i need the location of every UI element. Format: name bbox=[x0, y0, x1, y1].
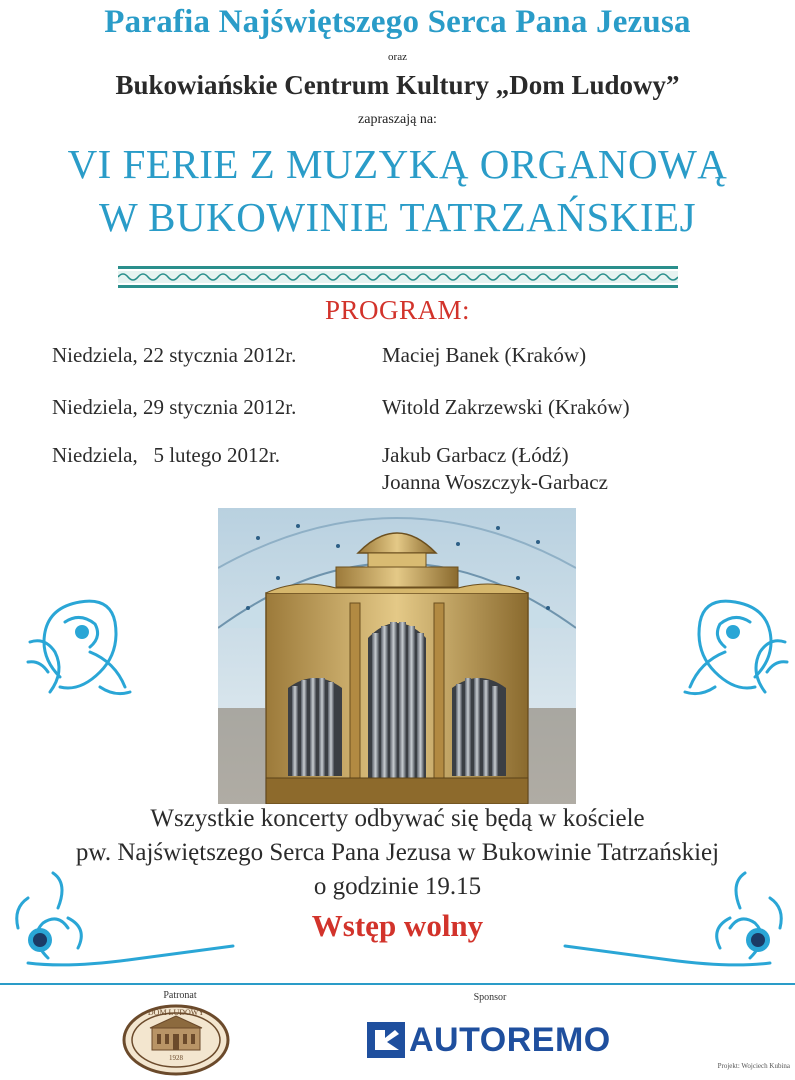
venue-info-line2: pw. Najświętszego Serca Pana Jezusa w Bukowinie Tatrzańskiej bbox=[75, 839, 720, 866]
concert-time: o godzinie 19.15 bbox=[313, 873, 482, 900]
sponsor-name: AUTOREMO bbox=[409, 1021, 611, 1059]
autoremo-mark-icon bbox=[367, 1022, 405, 1058]
invite-text: zapraszają na: bbox=[358, 112, 437, 127]
sponsor-label: Sponsor bbox=[473, 992, 507, 1003]
free-entry-text: Wstęp wolny bbox=[311, 908, 484, 943]
program-date: Niedziela, 22 stycznia 2012r. bbox=[52, 343, 297, 367]
event-title-line1: VI FERIE Z MUZYKĄ ORGANOWĄ bbox=[67, 141, 728, 187]
program-date: Niedziela, 5 lutego 2012r. bbox=[52, 443, 281, 467]
program-date: Niedziela, 29 stycznia 2012r. bbox=[52, 395, 297, 419]
patron-label: Patronat bbox=[163, 990, 197, 1001]
venue-info-line1: Wszystkie koncerty odbywać się będą w kościele bbox=[150, 805, 645, 832]
program-performer: Jakub Garbacz (Łódź) bbox=[382, 443, 569, 467]
event-title-line2: W BUKOWINIE TATRZAŃSKIEJ bbox=[98, 194, 697, 240]
footer-divider bbox=[0, 983, 795, 985]
organ-illustration bbox=[218, 508, 576, 804]
dom-ludowy-seal-logo bbox=[122, 1004, 230, 1076]
decorative-band bbox=[118, 266, 678, 288]
seal-title-text: DOM LUDOWY bbox=[147, 1008, 205, 1017]
design-credit: Projekt: Wojciech Kubina bbox=[717, 1062, 790, 1070]
parish-heading: Parafia Najświętszego Serca Pana Jezusa bbox=[104, 4, 691, 40]
left-angel-ornament-icon bbox=[20, 592, 140, 710]
program-performer: Witold Zakrzewski (Kraków) bbox=[382, 395, 630, 419]
program-heading: PROGRAM: bbox=[324, 295, 471, 325]
program-performer-second: Joanna Woszczyk-Garbacz bbox=[382, 470, 608, 494]
seal-year-text: 1928 bbox=[169, 1054, 183, 1062]
program-performer: Maciej Banek (Kraków) bbox=[382, 343, 587, 367]
cultural-center-heading: Bukowiańskie Centrum Kultury „Dom Ludowy” bbox=[115, 70, 680, 100]
conjunction-text: oraz bbox=[388, 51, 407, 63]
sponsor-logo bbox=[367, 1018, 627, 1062]
right-angel-ornament-icon bbox=[675, 592, 795, 710]
